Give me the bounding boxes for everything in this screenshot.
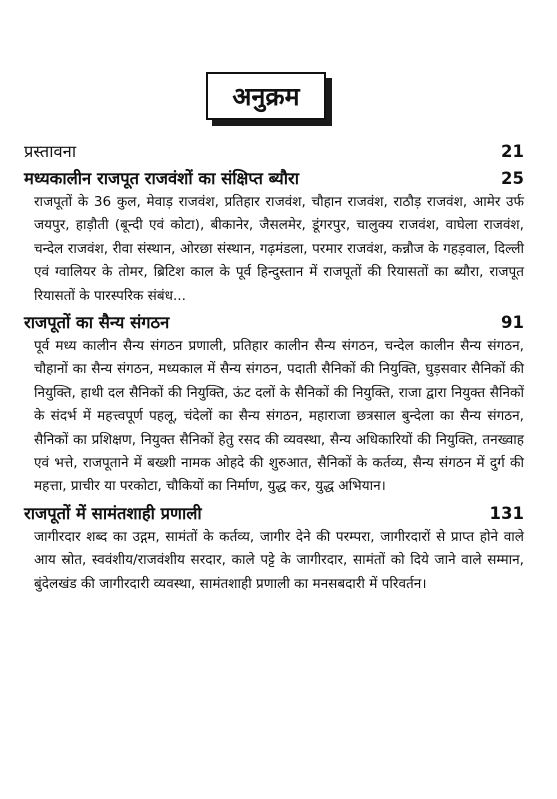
contents-entry bbox=[24, 167, 524, 308]
entry-description: पूर्व मध्य कालीन सैन्य संगठन प्रणाली, प्रतिहार कालीन सैन्य संगठन, चन्देल कालीन सैन्य संगठन, चौहानों का सैन्य संगठन, मध्यकाल में सैन्य संगठन, पदाती सैनिकों की नियुक्ति, घुड़सवार सैनिकों की नियुक्ति, हाथी दल सैनिकों की नियुक्ति, ऊंट दलों के सैनिकों की नियुक्ति, राजा द्वारा नियुक्त सैनिकों के संदर्भ में महत्त्वपूर्ण पहलू, चंदेलों का सैन्य संगठन, महाराजा छत्रसाल बुन्देला का सैन्य संगठन, सैनिकों का प्रशिक्षण, नियुक्त सैनिकों हेतु रसद की व्यवस्था, सैन्य अधिकारियों की नियुक्ति, तनख्वाह एवं भत्ते, राजपूताने में बख्शी नामक ओहदे की शुरुआत, सैनिकों के कर्तव्य, सैन्य संगठन में दुर्ग की महत्ता, प्राचीर या परकोटा, चौकियों का निर्माण, युद्ध कर, युद्ध अभियान। bbox=[34, 338, 524, 495]
entry-heading bbox=[24, 167, 524, 191]
contents-entry bbox=[24, 311, 524, 499]
entry-title: प्रस्तावना bbox=[24, 142, 77, 161]
contents-title-box bbox=[206, 72, 332, 126]
entry-page-number: 25 bbox=[501, 169, 524, 188]
entry-heading bbox=[24, 140, 524, 164]
contents-list bbox=[24, 140, 524, 599]
entry-description: राजपूतों के 36 कुल, मेवाड़ राजवंश, प्रतिहार राजवंश, चौहान राजवंश, राठौड़ राजवंश, आमेर उर्फ जयपुर, हाड़ौती (बून्दी एवं कोटा), बीकानेर, जैसलमेर, डूंगरपुर, चालुक्य राजवंश, वाघेला राजवंश, चन्देल राजवंश, रीवा संस्थान, ओरछा संस्थान, गढ़मंडला, परमार राजवंश, कन्नौज के गहड़वाल, दिल्ली एवं ग्वालियर के तोमर, ब्रिटिश काल के पूर्व हिन्दुस्तान में राजपूतों की रियासतों का ब्यौरा, राजपूत रियासतों के पारस्परिक संबंध... bbox=[34, 194, 524, 304]
entry-title: मध्यकालीन राजपूत राजवंशों का संक्षिप्त ब्यौरा bbox=[24, 169, 299, 188]
entry-page-number: 131 bbox=[489, 503, 524, 523]
entry-title: राजपूतों का सैन्य संगठन bbox=[24, 313, 170, 333]
entry-page-number: 21 bbox=[501, 142, 524, 161]
entry-heading bbox=[24, 502, 524, 526]
entry-title: राजपूतों में सामंतशाही प्रणाली bbox=[24, 503, 202, 523]
entry-description: जागीरदार शब्द का उद्गम, सामंतों के कर्तव्य, जागीर देने की परम्परा, जागीरदारों से प्राप्त होने वाले आय स्रोत, स्ववंशीय/राजवंशीय सरदार, काले पट्टे के जागीरदार, सामंतों को दिये जाने वाले सम्मान, बुंदेलखंड की जागीरदारी व्यवस्था, सामंतशाही प्रणाली का मनसबदारी में परिवर्तन। bbox=[34, 528, 524, 592]
page-title: अनुक्रम bbox=[206, 72, 326, 120]
entry-page-number: 91 bbox=[501, 313, 524, 333]
entry-heading bbox=[24, 311, 524, 335]
contents-entry bbox=[24, 140, 524, 164]
contents-entry bbox=[24, 502, 524, 596]
